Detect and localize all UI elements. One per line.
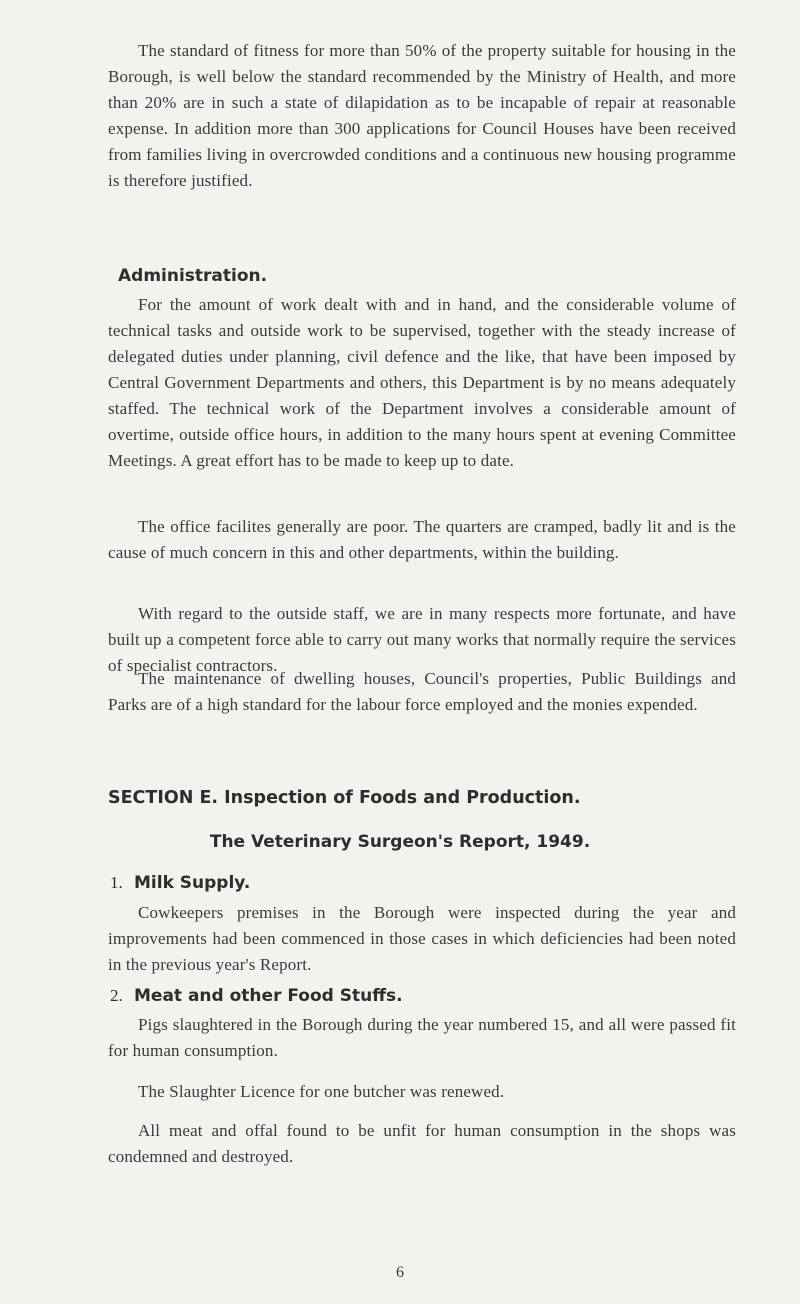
paragraph-milk-supply: Cowkeepers premises in the Borough were inspected during the year and improvements had been commenced in those cases in which deficiencies had been noted in the previous year's Report. xyxy=(108,903,736,974)
page-number: 6 xyxy=(396,1264,404,1281)
item-title: Milk Supply. xyxy=(134,873,251,893)
item-number: 2. xyxy=(110,986,123,1005)
paragraph-outside-staff: With regard to the outside staff, we are in many respects more fortunate, and have built up a competent force able to carry out many works that normally require the services of specialist contractors. xyxy=(108,604,736,675)
paragraph-maintenance: The maintenance of dwelling houses, Council's properties, Public Buildings and Parks are of a high standard for the labour force employed and the monies expended. xyxy=(108,669,736,714)
paragraph-slaughter-licence: The Slaughter Licence for one butcher was renewed. xyxy=(138,1082,505,1101)
section-e-heading: SECTION E. Inspection of Foods and Production. xyxy=(108,788,581,808)
administration-heading: Administration. xyxy=(118,266,268,286)
paragraph-unfit-meat: All meat and offal found to be unfit for human consumption in the shops was condemned and destroyed. xyxy=(108,1121,736,1166)
item-title: Meat and other Food Stuffs. xyxy=(134,986,403,1006)
paragraph-housing-standard: The standard of fitness for more than 50% of the property suitable for housing in the Borough, is well below the standard recommended by the Ministry of Health, and more than 20% are in such a state of dilapidation as to be incapable of repair at reasonable expense. In addition more than 300 applications for Council Houses have been received from families living in overcrowded conditions and a continuous new housing programme is therefore justified. xyxy=(108,41,736,190)
item-number: 1. xyxy=(110,873,123,892)
paragraph-administration: For the amount of work dealt with and in hand, and the considerable volume of technical tasks and outside work to be supervised, together with the steady increase of delegated duties under planning, civil defence and the like, that have been imposed by Central Government Departments and others, this Department is by no means adequately staffed. The technical work of the Department involves a considerable amount of overtime, outside office hours, in addition to the many hours spent at evening Committee Meetings. A great effort has to be made to keep up to date. xyxy=(108,295,736,470)
milk-supply-heading xyxy=(110,873,250,893)
meat-food-heading xyxy=(110,986,403,1006)
paragraph-pigs-slaughtered: Pigs slaughtered in the Borough during the year numbered 15, and all were passed fit for human consumption. xyxy=(108,1015,736,1060)
paragraph-office-facilities: The office facilites generally are poor. The quarters are cramped, badly lit and is the cause of much concern in this and other departments, within the building. xyxy=(108,517,736,562)
veterinary-report-heading: The Veterinary Surgeon's Report, 1949. xyxy=(209,832,591,852)
